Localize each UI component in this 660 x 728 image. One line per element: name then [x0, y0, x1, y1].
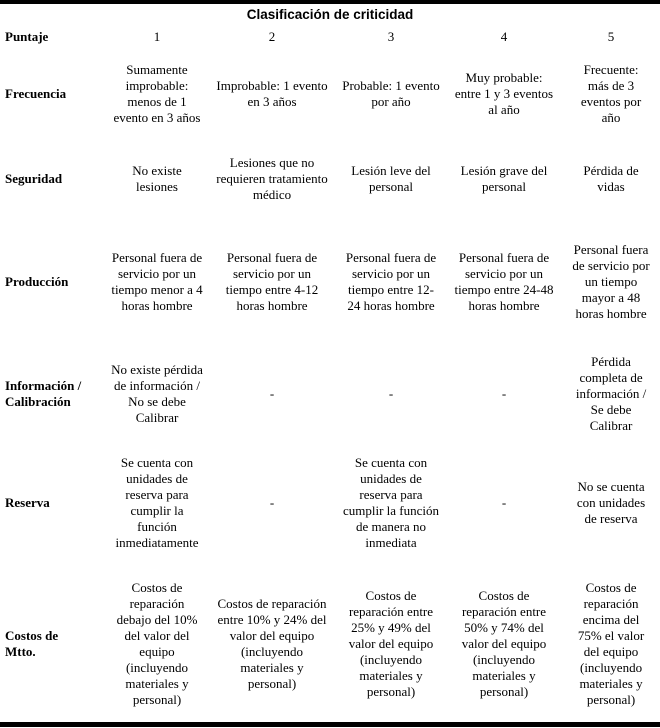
cell-informacion-2: - — [269, 385, 275, 401]
table-row — [0, 566, 660, 725]
cell-costos-1: Costos de reparación debajo del 10% del valor del equipo (incluyendo materiales y personal) — [116, 579, 198, 707]
table-row — [0, 2, 660, 26]
row-label-puntaje: Puntaje — [5, 29, 49, 45]
table-row — [0, 26, 660, 48]
row-label-seguridad: Seguridad — [5, 170, 63, 186]
cell-produccion-5: Personal fuera de servicio por un tiempo mayor a 48 horas hombre — [572, 242, 650, 322]
cell-informacion-5: Pérdida completa de información / Se debe Calibrar — [575, 353, 647, 433]
cell-puntaje-2: 2 — [268, 29, 276, 45]
table-row — [0, 48, 660, 140]
table-title: Clasificación de criticidad — [246, 7, 414, 23]
cell-informacion-3: - — [388, 385, 394, 401]
cell-reserva-3: Se cuenta con unidades de reserva para cumplir la función de manera no inmediata — [342, 454, 440, 550]
cell-produccion-4: Personal fuera de servicio por un tiempo entre 24-48 horas hombre — [454, 250, 554, 314]
table-row — [0, 440, 660, 566]
cell-frecuencia-2: Improbable: 1 evento en 3 años — [216, 78, 328, 110]
cell-seguridad-2: Lesiones que no requieren tratamiento médico — [216, 154, 328, 202]
cell-reserva-5: No se cuenta con unidades de reserva — [576, 478, 646, 526]
cell-puntaje-3: 3 — [387, 29, 395, 45]
row-label-costos-mtto: Costos de Mtto. — [5, 627, 59, 659]
cell-informacion-1: No existe pérdida de información / No se debe Calibrar — [111, 361, 203, 425]
cell-frecuencia-5: Frecuente: más de 3 eventos por año — [580, 62, 642, 126]
cell-reserva-1: Se cuenta con unidades de reserva para cumplir la función inmediatamente — [115, 454, 199, 550]
cell-reserva-2: - — [269, 494, 275, 510]
cell-costos-5: Costos de reparación encima del 75% el valor del equipo (incluyendo materiales y personal) — [577, 579, 645, 707]
cell-frecuencia-1: Sumamente improbable: menos de 1 evento en 3 años — [113, 62, 201, 126]
table-row — [0, 141, 660, 217]
cell-puntaje-4: 4 — [500, 29, 508, 45]
cell-seguridad-4: Lesión grave del personal — [460, 162, 548, 194]
table-row — [0, 348, 660, 440]
cell-frecuencia-4: Muy probable: entre 1 y 3 eventos al año — [454, 70, 554, 118]
cell-produccion-3: Personal fuera de servicio por un tiempo entre 12-24 horas hombre — [345, 250, 437, 314]
cell-seguridad-5: Pérdida de vidas — [583, 162, 639, 194]
row-label-informacion-calibracion: Información / Calibración — [5, 377, 82, 409]
cell-costos-3: Costos de reparación entre 25% y 49% del valor del equipo (incluyendo materiales y personal) — [348, 587, 434, 699]
row-label-frecuencia: Frecuencia — [5, 86, 67, 102]
cell-informacion-4: - — [501, 385, 507, 401]
cell-seguridad-3: Lesión leve del personal — [351, 162, 431, 194]
cell-costos-2: Costos de reparación entre 10% y 24% del valor del equipo (incluyendo materiales y personal) — [217, 595, 327, 691]
cell-puntaje-5: 5 — [607, 29, 615, 45]
cell-frecuencia-3: Probable: 1 evento por año — [342, 78, 440, 110]
cell-produccion-2: Personal fuera de servicio por un tiempo entre 4-12 horas hombre — [225, 250, 319, 314]
cell-puntaje-1: 1 — [153, 29, 161, 45]
cell-reserva-4: - — [501, 494, 507, 510]
table-row — [0, 217, 660, 348]
cell-costos-4: Costos de reparación entre 50% y 74% del valor del equipo (incluyendo materiales y personal) — [461, 587, 547, 699]
cell-seguridad-1: No existe lesiones — [132, 162, 182, 194]
cell-produccion-1: Personal fuera de servicio por un tiempo menor a 4 horas hombre — [111, 250, 203, 314]
row-label-produccion: Producción — [5, 274, 69, 290]
row-label-reserva: Reserva — [5, 494, 50, 510]
